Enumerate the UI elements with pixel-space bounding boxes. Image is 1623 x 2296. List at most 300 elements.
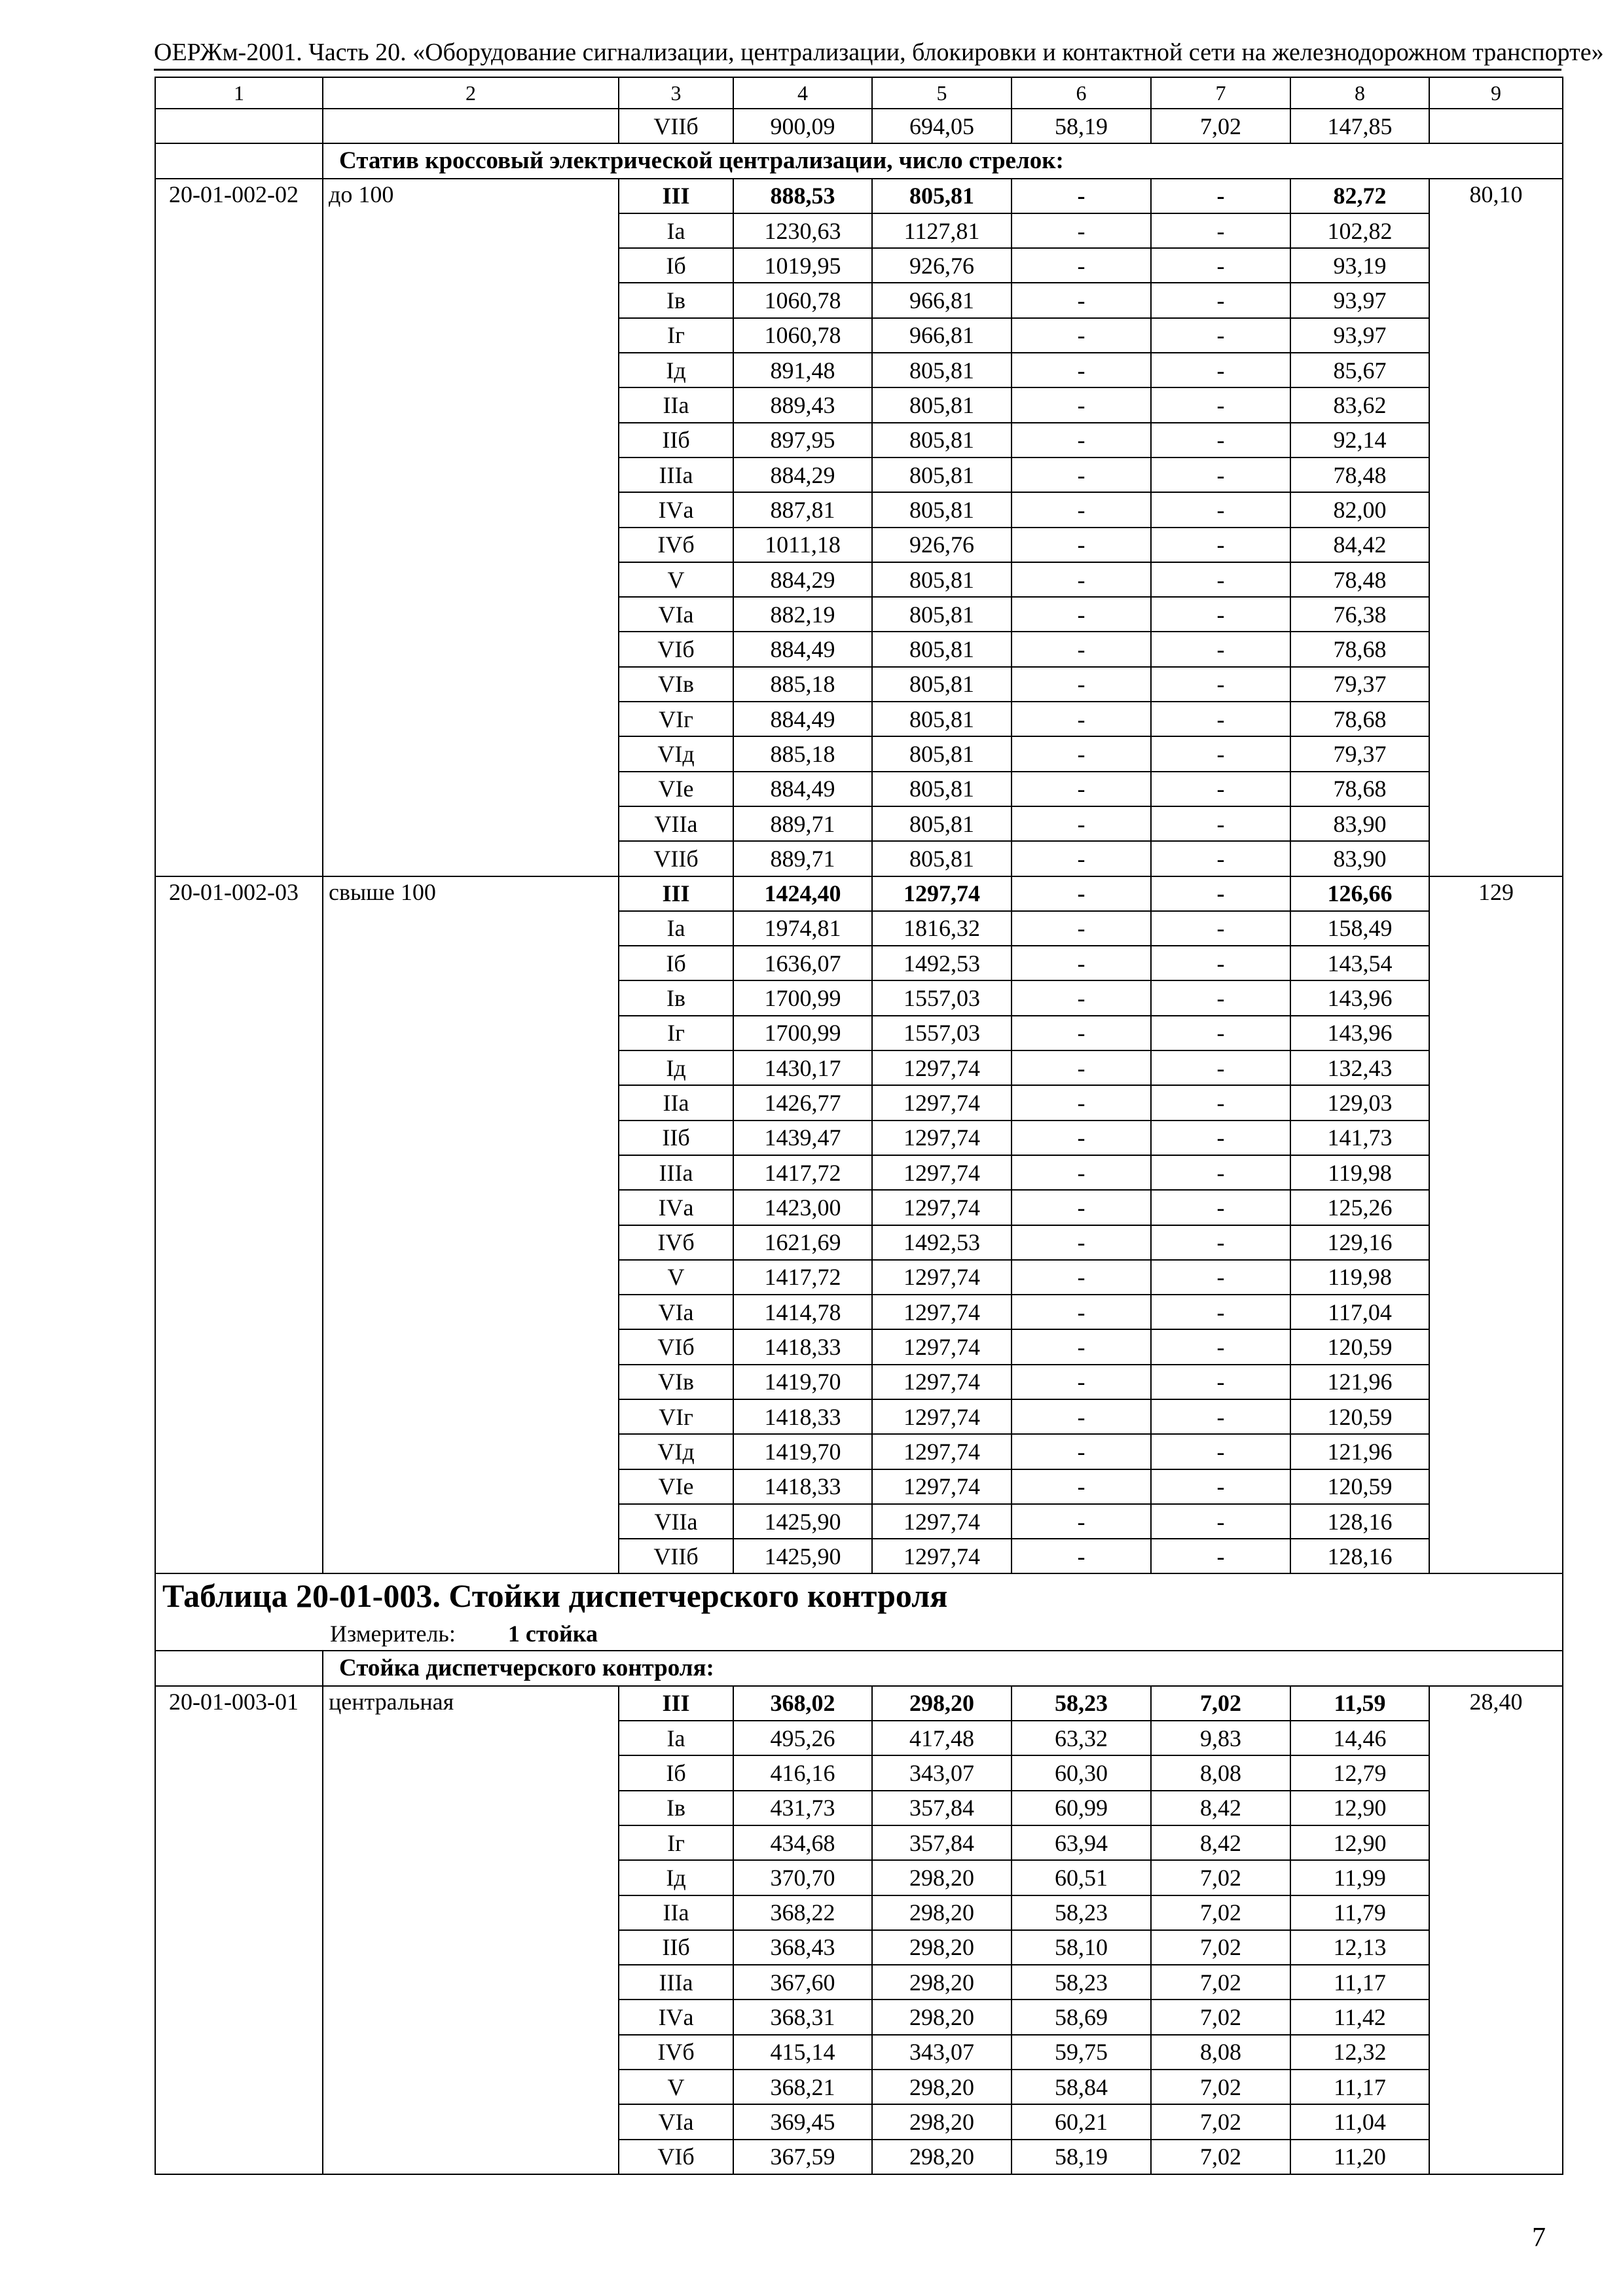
- value-cell: 298,20: [872, 1686, 1012, 1721]
- table-row: [155, 1686, 1563, 1721]
- section-title: Стойка диспетчерского контроля:: [323, 1651, 1563, 1685]
- value-cell: 120,59: [1290, 1399, 1429, 1434]
- value-cell: -: [1151, 1016, 1290, 1050]
- value-cell: 805,81: [872, 353, 1012, 387]
- value-cell: 805,81: [872, 702, 1012, 736]
- value-cell: 1418,33: [733, 1469, 872, 1504]
- value-cell: IIIа: [619, 457, 733, 492]
- value-cell: 1060,78: [733, 283, 872, 317]
- value-cell: 1430,17: [733, 1050, 872, 1085]
- value-cell: 7,02: [1151, 1965, 1290, 2000]
- value-cell: 897,95: [733, 423, 872, 457]
- value-cell: 368,22: [733, 1895, 872, 1930]
- value-cell: 1439,47: [733, 1121, 872, 1155]
- value-cell: 1297,74: [872, 1085, 1012, 1120]
- value-cell: 885,18: [733, 736, 872, 771]
- value-cell: 12,32: [1290, 2035, 1429, 2070]
- value-cell: VIд: [619, 1434, 733, 1469]
- value-cell: -: [1012, 562, 1151, 597]
- value-cell: 1297,74: [872, 1365, 1012, 1399]
- value-cell: -: [1151, 736, 1290, 771]
- value-cell: -: [1012, 1295, 1151, 1329]
- value-cell: 805,81: [872, 492, 1012, 527]
- column-number: 6: [1012, 77, 1151, 109]
- value-cell: IVб: [619, 528, 733, 562]
- value-cell: 1230,63: [733, 213, 872, 248]
- value-cell: -: [1012, 632, 1151, 666]
- value-cell: IIа: [619, 1085, 733, 1120]
- column-number: 8: [1290, 77, 1429, 109]
- rates-table: [155, 77, 1563, 2175]
- measure-cell: [155, 1617, 1563, 1651]
- value-cell: 298,20: [872, 2070, 1012, 2104]
- value-cell: Iд: [619, 1050, 733, 1085]
- value-cell: IVа: [619, 2000, 733, 2034]
- value-cell: 1297,74: [872, 1539, 1012, 1573]
- table-row: [155, 179, 1563, 213]
- value-cell: 11,20: [1290, 2140, 1429, 2174]
- value-cell: 63,94: [1012, 1825, 1151, 1860]
- value-cell: 12,13: [1290, 1930, 1429, 1965]
- value-cell: -: [1151, 1190, 1290, 1225]
- value-cell: 78,68: [1290, 772, 1429, 806]
- value-cell: -: [1012, 1050, 1151, 1085]
- value-cell: 11,17: [1290, 1965, 1429, 2000]
- value-cell: III: [619, 1686, 733, 1721]
- value-cell: 8,08: [1151, 1755, 1290, 1790]
- value-cell: VIа: [619, 1295, 733, 1329]
- value-cell: V: [619, 562, 733, 597]
- value-cell: 8,42: [1151, 1791, 1290, 1825]
- value-cell: 1492,53: [872, 1225, 1012, 1260]
- value-cell: 1426,77: [733, 1085, 872, 1120]
- value-cell: -: [1151, 597, 1290, 632]
- value-cell: -: [1012, 980, 1151, 1015]
- value-cell: -: [1012, 213, 1151, 248]
- value-cell: 367,59: [733, 2140, 872, 2174]
- value-cell: 93,97: [1290, 318, 1429, 353]
- value-cell: -: [1012, 1539, 1151, 1573]
- value-cell: 805,81: [872, 632, 1012, 666]
- value-cell: 58,19: [1012, 109, 1151, 143]
- value-cell: 143,96: [1290, 980, 1429, 1015]
- value-cell: 58,19: [1012, 2140, 1151, 2174]
- value-cell: Iг: [619, 1016, 733, 1050]
- value-cell: 805,81: [872, 736, 1012, 771]
- value-cell: 82,00: [1290, 492, 1429, 527]
- value-cell: 298,20: [872, 2000, 1012, 2034]
- code-cell: [155, 1651, 323, 1685]
- column-number: 3: [619, 77, 733, 109]
- value-cell: 60,30: [1012, 1755, 1151, 1790]
- value-cell: 884,49: [733, 632, 872, 666]
- value-cell: 1060,78: [733, 318, 872, 353]
- value-cell: 298,20: [872, 1965, 1012, 2000]
- value-cell: 1297,74: [872, 1190, 1012, 1225]
- value-cell: 121,96: [1290, 1434, 1429, 1469]
- value-cell: 1297,74: [872, 876, 1012, 911]
- value-cell: 1297,74: [872, 1469, 1012, 1504]
- value-cell: 129,03: [1290, 1085, 1429, 1120]
- value-cell: 367,60: [733, 1965, 872, 2000]
- value-cell: VIв: [619, 1365, 733, 1399]
- value-cell: -: [1151, 1504, 1290, 1539]
- value-cell: 884,29: [733, 457, 872, 492]
- value-cell: 1636,07: [733, 946, 872, 980]
- code-cell: [155, 109, 323, 143]
- value-cell: V: [619, 2070, 733, 2104]
- value-cell: 298,20: [872, 1895, 1012, 1930]
- value-cell: 885,18: [733, 667, 872, 702]
- code-cell: [155, 143, 323, 178]
- value-cell: -: [1151, 248, 1290, 283]
- value-cell: 79,37: [1290, 667, 1429, 702]
- value-cell: Iв: [619, 1791, 733, 1825]
- value-cell: -: [1151, 213, 1290, 248]
- value-cell: 58,23: [1012, 1895, 1151, 1930]
- value-cell: -: [1012, 841, 1151, 876]
- value-cell: -: [1151, 1399, 1290, 1434]
- value-cell: IIа: [619, 387, 733, 422]
- value-cell: -: [1151, 1050, 1290, 1085]
- value-cell: 1011,18: [733, 528, 872, 562]
- value-cell: VIе: [619, 772, 733, 806]
- value-cell: 8,08: [1151, 2035, 1290, 2070]
- value-cell: 1297,74: [872, 1329, 1012, 1364]
- value-cell: 7,02: [1151, 1860, 1290, 1895]
- value-cell: 63,32: [1012, 1721, 1151, 1755]
- value-cell: -: [1151, 667, 1290, 702]
- value-cell: VIв: [619, 667, 733, 702]
- value-cell: -: [1012, 283, 1151, 317]
- value-cell: 11,59: [1290, 1686, 1429, 1721]
- value-cell: IVа: [619, 1190, 733, 1225]
- column-number: 4: [733, 77, 872, 109]
- value-cell: 884,49: [733, 702, 872, 736]
- value-cell: -: [1151, 1085, 1290, 1120]
- value-cell: 495,26: [733, 1721, 872, 1755]
- value-cell: -: [1151, 1121, 1290, 1155]
- value-cell: -: [1012, 1469, 1151, 1504]
- value-cell: IVа: [619, 492, 733, 527]
- value-cell: 158,49: [1290, 911, 1429, 946]
- value-cell: Iд: [619, 1860, 733, 1895]
- value-cell: 1425,90: [733, 1539, 872, 1573]
- value-cell: -: [1151, 1469, 1290, 1504]
- value-cell: VIб: [619, 1329, 733, 1364]
- value-cell: 78,68: [1290, 702, 1429, 736]
- value-cell: 119,98: [1290, 1260, 1429, 1295]
- value-cell: 59,75: [1012, 2035, 1151, 2070]
- value-cell: -: [1012, 946, 1151, 980]
- value-cell: 900,09: [733, 109, 872, 143]
- value-cell: 368,21: [733, 2070, 872, 2104]
- value-cell: 887,81: [733, 492, 872, 527]
- column-numbers-row: [155, 77, 1563, 109]
- value-cell: 93,97: [1290, 283, 1429, 317]
- value-cell: 1417,72: [733, 1260, 872, 1295]
- value-cell: 1974,81: [733, 911, 872, 946]
- value-cell: 8,42: [1151, 1825, 1290, 1860]
- value-cell: 891,48: [733, 353, 872, 387]
- value-cell: IIа: [619, 1895, 733, 1930]
- value-cell: 12,90: [1290, 1825, 1429, 1860]
- value-cell: 11,42: [1290, 2000, 1429, 2034]
- value-cell: 147,85: [1290, 109, 1429, 143]
- index-cell: 129: [1429, 876, 1563, 1574]
- table-title-row: [155, 1573, 1563, 1617]
- value-cell: 12,90: [1290, 1791, 1429, 1825]
- value-cell: 12,79: [1290, 1755, 1429, 1790]
- value-cell: -: [1012, 353, 1151, 387]
- value-cell: 143,54: [1290, 946, 1429, 980]
- value-cell: 14,46: [1290, 1721, 1429, 1755]
- value-cell: -: [1151, 353, 1290, 387]
- value-cell: Iб: [619, 1755, 733, 1790]
- measure-label: Измеритель:: [330, 1621, 456, 1647]
- value-cell: 1700,99: [733, 1016, 872, 1050]
- value-cell: 82,72: [1290, 179, 1429, 213]
- value-cell: -: [1012, 1260, 1151, 1295]
- value-cell: 141,73: [1290, 1121, 1429, 1155]
- value-cell: 7,02: [1151, 2070, 1290, 2104]
- value-cell: 1297,74: [872, 1399, 1012, 1434]
- value-cell: 1417,72: [733, 1155, 872, 1190]
- value-cell: -: [1012, 1190, 1151, 1225]
- name-cell: центральная: [323, 1686, 619, 2174]
- section-title-row: [155, 1651, 1563, 1685]
- name-cell: [323, 109, 619, 143]
- value-cell: IIIа: [619, 1965, 733, 2000]
- value-cell: 11,99: [1290, 1860, 1429, 1895]
- value-cell: Iв: [619, 980, 733, 1015]
- document-header: ОЕРЖм-2001. Часть 20. «Оборудование сигнализации, централизации, блокировки и контактной сети на железнодорожном транспорте»: [154, 36, 1561, 71]
- name-cell: до 100: [323, 179, 619, 876]
- value-cell: 93,19: [1290, 248, 1429, 283]
- value-cell: -: [1012, 179, 1151, 213]
- value-cell: VIIб: [619, 1539, 733, 1573]
- value-cell: -: [1151, 1329, 1290, 1364]
- value-cell: -: [1012, 423, 1151, 457]
- value-cell: -: [1151, 1260, 1290, 1295]
- value-cell: 415,14: [733, 2035, 872, 2070]
- value-cell: 343,07: [872, 1755, 1012, 1790]
- value-cell: III: [619, 179, 733, 213]
- value-cell: 889,71: [733, 841, 872, 876]
- value-cell: -: [1012, 911, 1151, 946]
- value-cell: 966,81: [872, 283, 1012, 317]
- value-cell: 11,79: [1290, 1895, 1429, 1930]
- table-title: Таблица 20-01-003. Стойки диспетчерского контроля: [155, 1573, 1563, 1617]
- value-cell: -: [1012, 772, 1151, 806]
- value-cell: 431,73: [733, 1791, 872, 1825]
- value-cell: 805,81: [872, 597, 1012, 632]
- value-cell: 128,16: [1290, 1504, 1429, 1539]
- value-cell: 369,45: [733, 2104, 872, 2139]
- value-cell: 121,96: [1290, 1365, 1429, 1399]
- value-cell: IIб: [619, 1930, 733, 1965]
- value-cell: 805,81: [872, 841, 1012, 876]
- value-cell: 889,43: [733, 387, 872, 422]
- value-cell: 7,02: [1151, 1686, 1290, 1721]
- value-cell: -: [1151, 562, 1290, 597]
- value-cell: 368,02: [733, 1686, 872, 1721]
- value-cell: -: [1151, 1434, 1290, 1469]
- value-cell: 1418,33: [733, 1399, 872, 1434]
- value-cell: -: [1012, 667, 1151, 702]
- value-cell: IIб: [619, 423, 733, 457]
- value-cell: -: [1151, 528, 1290, 562]
- value-cell: -: [1012, 1155, 1151, 1190]
- value-cell: V: [619, 1260, 733, 1295]
- value-cell: -: [1151, 841, 1290, 876]
- value-cell: 11,04: [1290, 2104, 1429, 2139]
- value-cell: 7,02: [1151, 2140, 1290, 2174]
- value-cell: 7,02: [1151, 109, 1290, 143]
- value-cell: -: [1151, 457, 1290, 492]
- value-cell: 1297,74: [872, 1155, 1012, 1190]
- value-cell: -: [1012, 1329, 1151, 1364]
- value-cell: 805,81: [872, 179, 1012, 213]
- value-cell: -: [1012, 1434, 1151, 1469]
- value-cell: 805,81: [872, 806, 1012, 841]
- value-cell: 1297,74: [872, 1260, 1012, 1295]
- value-cell: -: [1151, 946, 1290, 980]
- value-cell: 1700,99: [733, 980, 872, 1015]
- value-cell: Iд: [619, 353, 733, 387]
- value-cell: -: [1012, 1504, 1151, 1539]
- value-cell: IVб: [619, 1225, 733, 1260]
- code-cell: 20-01-002-03: [155, 876, 323, 1574]
- value-cell: 143,96: [1290, 1016, 1429, 1050]
- value-cell: VIа: [619, 597, 733, 632]
- value-cell: 117,04: [1290, 1295, 1429, 1329]
- value-cell: VIIб: [619, 109, 733, 143]
- value-cell: -: [1012, 1121, 1151, 1155]
- value-cell: 1418,33: [733, 1329, 872, 1364]
- value-cell: 1297,74: [872, 1050, 1012, 1085]
- value-cell: 58,23: [1012, 1965, 1151, 2000]
- value-cell: Iа: [619, 911, 733, 946]
- value-cell: 805,81: [872, 562, 1012, 597]
- value-cell: Iа: [619, 1721, 733, 1755]
- value-cell: 119,98: [1290, 1155, 1429, 1190]
- value-cell: 7,02: [1151, 2104, 1290, 2139]
- value-cell: -: [1151, 179, 1290, 213]
- value-cell: 120,59: [1290, 1469, 1429, 1504]
- value-cell: 92,14: [1290, 423, 1429, 457]
- value-cell: 1297,74: [872, 1434, 1012, 1469]
- value-cell: 298,20: [872, 2104, 1012, 2139]
- value-cell: VIг: [619, 702, 733, 736]
- column-number: 2: [323, 77, 619, 109]
- value-cell: 357,84: [872, 1825, 1012, 1860]
- value-cell: Iа: [619, 213, 733, 248]
- value-cell: -: [1151, 876, 1290, 911]
- value-cell: Iв: [619, 283, 733, 317]
- value-cell: 58,10: [1012, 1930, 1151, 1965]
- value-cell: VIд: [619, 736, 733, 771]
- value-cell: -: [1151, 1539, 1290, 1573]
- value-cell: 805,81: [872, 387, 1012, 422]
- value-cell: VIб: [619, 2140, 733, 2174]
- value-cell: IIб: [619, 1121, 733, 1155]
- value-cell: -: [1012, 1365, 1151, 1399]
- value-cell: 9,83: [1151, 1721, 1290, 1755]
- value-cell: 368,31: [733, 2000, 872, 2034]
- value-cell: -: [1012, 806, 1151, 841]
- value-cell: -: [1012, 1399, 1151, 1434]
- value-cell: 7,02: [1151, 1930, 1290, 1965]
- value-cell: 76,38: [1290, 597, 1429, 632]
- value-cell: 60,21: [1012, 2104, 1151, 2139]
- value-cell: 11,17: [1290, 2070, 1429, 2104]
- value-cell: 343,07: [872, 2035, 1012, 2070]
- value-cell: 102,82: [1290, 213, 1429, 248]
- value-cell: Iб: [619, 248, 733, 283]
- value-cell: 60,51: [1012, 1860, 1151, 1895]
- value-cell: 1297,74: [872, 1504, 1012, 1539]
- value-cell: 120,59: [1290, 1329, 1429, 1364]
- value-cell: 129,16: [1290, 1225, 1429, 1260]
- value-cell: -: [1012, 387, 1151, 422]
- value-cell: 79,37: [1290, 736, 1429, 771]
- value-cell: 83,90: [1290, 806, 1429, 841]
- value-cell: -: [1012, 457, 1151, 492]
- value-cell: -: [1151, 283, 1290, 317]
- value-cell: 125,26: [1290, 1190, 1429, 1225]
- value-cell: -: [1012, 1225, 1151, 1260]
- value-cell: 298,20: [872, 2140, 1012, 2174]
- value-cell: 1557,03: [872, 1016, 1012, 1050]
- value-cell: Iг: [619, 1825, 733, 1860]
- value-cell: 83,90: [1290, 841, 1429, 876]
- value-cell: VIг: [619, 1399, 733, 1434]
- value-cell: -: [1151, 911, 1290, 946]
- value-cell: 926,76: [872, 528, 1012, 562]
- value-cell: 1419,70: [733, 1434, 872, 1469]
- value-cell: VIа: [619, 2104, 733, 2139]
- value-cell: VIIа: [619, 806, 733, 841]
- value-cell: -: [1151, 423, 1290, 457]
- value-cell: 132,43: [1290, 1050, 1429, 1085]
- value-cell: -: [1012, 1085, 1151, 1120]
- value-cell: 7,02: [1151, 2000, 1290, 2034]
- section-title: Статив кроссовый электрической централизации, число стрелок:: [323, 143, 1563, 178]
- value-cell: 83,62: [1290, 387, 1429, 422]
- value-cell: -: [1012, 248, 1151, 283]
- value-cell: 694,05: [872, 109, 1012, 143]
- value-cell: 805,81: [872, 423, 1012, 457]
- value-cell: -: [1012, 736, 1151, 771]
- value-cell: 1621,69: [733, 1225, 872, 1260]
- value-cell: -: [1151, 492, 1290, 527]
- value-cell: 1423,00: [733, 1190, 872, 1225]
- value-cell: IIIа: [619, 1155, 733, 1190]
- value-cell: 1492,53: [872, 946, 1012, 980]
- value-cell: -: [1151, 702, 1290, 736]
- value-cell: 416,16: [733, 1755, 872, 1790]
- column-number: 9: [1429, 77, 1563, 109]
- value-cell: -: [1012, 1016, 1151, 1050]
- value-cell: 370,70: [733, 1860, 872, 1895]
- value-cell: 926,76: [872, 248, 1012, 283]
- value-cell: -: [1012, 492, 1151, 527]
- value-cell: 882,19: [733, 597, 872, 632]
- value-cell: 1297,74: [872, 1295, 1012, 1329]
- value-cell: 60,99: [1012, 1791, 1151, 1825]
- value-cell: 1019,95: [733, 248, 872, 283]
